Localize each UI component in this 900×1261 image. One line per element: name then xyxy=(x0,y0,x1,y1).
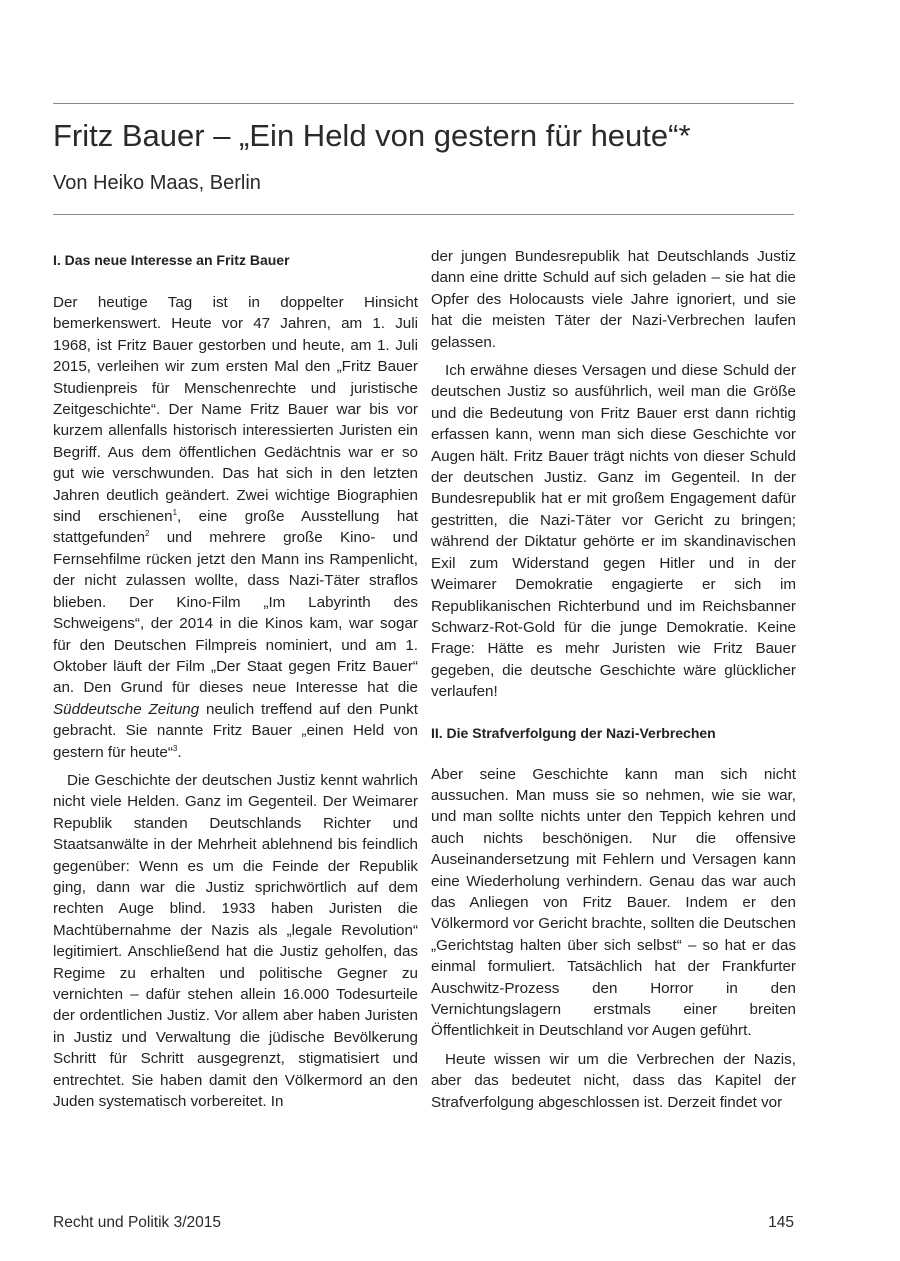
journal-footer: Recht und Politik 3/2015 xyxy=(53,1214,222,1231)
section-2-heading: II. Die Strafverfolgung der Nazi-Verbrechen xyxy=(431,724,716,741)
section-1-paragraph-2: Die Geschichte der deutschen Justiz kennt wahrlich nicht viele Helden. Ganz im Gegenteil. Der Weimarer Republik standen Deutschlands Richter und Staatsanwälte in der Mehrheit ablehnend bis feindlich gegenüber: Wenn es um die Feinde der Republik ging, dann war die Justiz sprichwörtlich auf dem rechten Auge blind. 1933 haben Juristen die Machtübernahme der Nazis als „legale Revolution“ legitimiert. Anschließend hat die Justiz geholfen, das Regime zu erhalten und politische Gegner zu vernichten – dafür stehen allein 16.000 Todesurteile der ordentlichen Justiz. Vor allem aber haben Juristen in Justiz und Verwaltung die jüdische Bevölkerung Schritt für Schritt ausgegrenzt, stigmatisiert und entrechtet. Sie haben damit den Völkermord an den Juden systematisch vorbereitet. In xyxy=(53,771,418,1111)
footnote-ref-1[interactable]: 1 xyxy=(172,508,178,517)
footnote-ref-3[interactable]: 3 xyxy=(172,743,178,753)
page-number: 145 xyxy=(768,1214,794,1231)
section-1-heading: I. Das neue Interesse an Fritz Bauer xyxy=(53,252,290,268)
footnote-ref-2[interactable]: 2 xyxy=(145,529,150,539)
article-title: Fritz Bauer – „Ein Held von gestern für heute“* xyxy=(53,118,691,153)
section-1-paragraph-1: Der heutige Tag ist in doppelter Hinsicht bemerkenswert. Heute vor 47 Jahren, am 1. Juli 1968, ist Fritz Bauer gestorben und heute, am 1. Juli 2015, verleihen wir zum ersten Mal den „Fritz Bauer Studienpreis für Menschenrechte und juristische Zeitgeschichte“. Der Name Fritz Bauer war bis vor kurzem allenfalls historisch interessierten Juristen ein Begriff. Aus dem öffentlichen Gedächtnis war er so gut wie verschwunden. Das hat sich in den letzten Jahren deutlich geändert. Zwei wichtige Biographien sind erschienen$^1$, eine große Ausstellung hat stattgefunden$^2$ und mehrere große Kino- und Fernsehfilme rücken jetzt den Mann ins Rampenlicht, der nicht zulassen wollte, dass Nazi-Täter straflos blieben. Der Kino-Film „Im Labyrinth des Schweigens“, der 2014 in die Kinos kam, war sogar für den Deutschen Filmpreis nominiert, und am 1. Oktober läuft der Film „Der Staat gegen Fritz Bauer“ an. Den Grund für dieses neue Interesse hat die Süddeutsche Zeitung neulich treffend auf den Punkt gebracht. Sie nannte Fritz Bauer „einen Held von gestern für heute“$^3$. xyxy=(53,294,419,761)
section-1-paragraph-2-continued: der jungen Bundesrepublik hat Deutschlands Justiz dann eine dritte Schuld auf sich geladen – sie hat die Opfer des Holocausts viele Jahre ignoriert, und sie hat die meisten Täter der Nazi-Verbrechen laufen gelassen. xyxy=(431,248,796,351)
author-byline: Von Heiko Maas, Berlin xyxy=(53,172,261,194)
newspaper-name: Süddeutsche Zeitung xyxy=(53,700,200,718)
section-1-paragraph-3: Ich erwähne dieses Versagen und diese Schuld der deutschen Justiz so ausführlich, weil man die Größe und die Bedeutung von Fritz Bauer erst dann richtig erfassen kann, wenn man sich diese Geschichte vor Augen hält. Fritz Bauer trägt nichts von dieser Schuld der deutschen Justiz. Ganz im Gegenteil. In der Bundesrepublik hat er mit großem Engagement dafür gestritten, die Nazi-Täter vor Gericht zu bringen; während der Diktatur gehörte er im skandinavischen Exil zum Widerstand gegen Hitler und in der Weimarer Demokratie engagierte er sich im Republikanischen Richterbund und im Reichsbanner Schwarz-Rot-Gold für die junge Demokratie. Keine Frage: Hätte es mehr Juristen wie Fritz Bauer gegeben, die deutsche Geschichte wäre glücklicher verlaufen! xyxy=(431,362,796,701)
right-column xyxy=(431,246,796,1113)
section-2-paragraph-1: Aber seine Geschichte kann man sich nicht aussuchen. Man muss sie so nehmen, wie sie war, und man sollte nichts unter den Teppich kehren und auch nichts beschönigen. Nur die offensive Auseinandersetzung mit Fehlern und Versagen kann eine Wiederholung verhindern. Genau das war auch das Anliegen von Fritz Bauer. Indem er den Völkermord vor Gericht brachte, sollten die Deutschen „Gerichtstag halten über sich selbst“ – so hat er das einmal formuliert. Tatsächlich hat der Frankfurter Auschwitz-Prozess den Horror in den Vernichtungslagern erstmals einer breiten Öffentlichkeit in Deutschland vor Augen geführt. xyxy=(431,765,796,1040)
section-2-paragraph-2: Heute wissen wir um die Verbrechen der Nazis, aber das bedeutet nicht, dass das Kapitel der Strafverfolgung abgeschlossen ist. Derzeit findet vor xyxy=(431,1050,796,1111)
left-column xyxy=(53,246,418,1112)
title-rule xyxy=(53,214,794,215)
header-rule xyxy=(53,103,794,104)
